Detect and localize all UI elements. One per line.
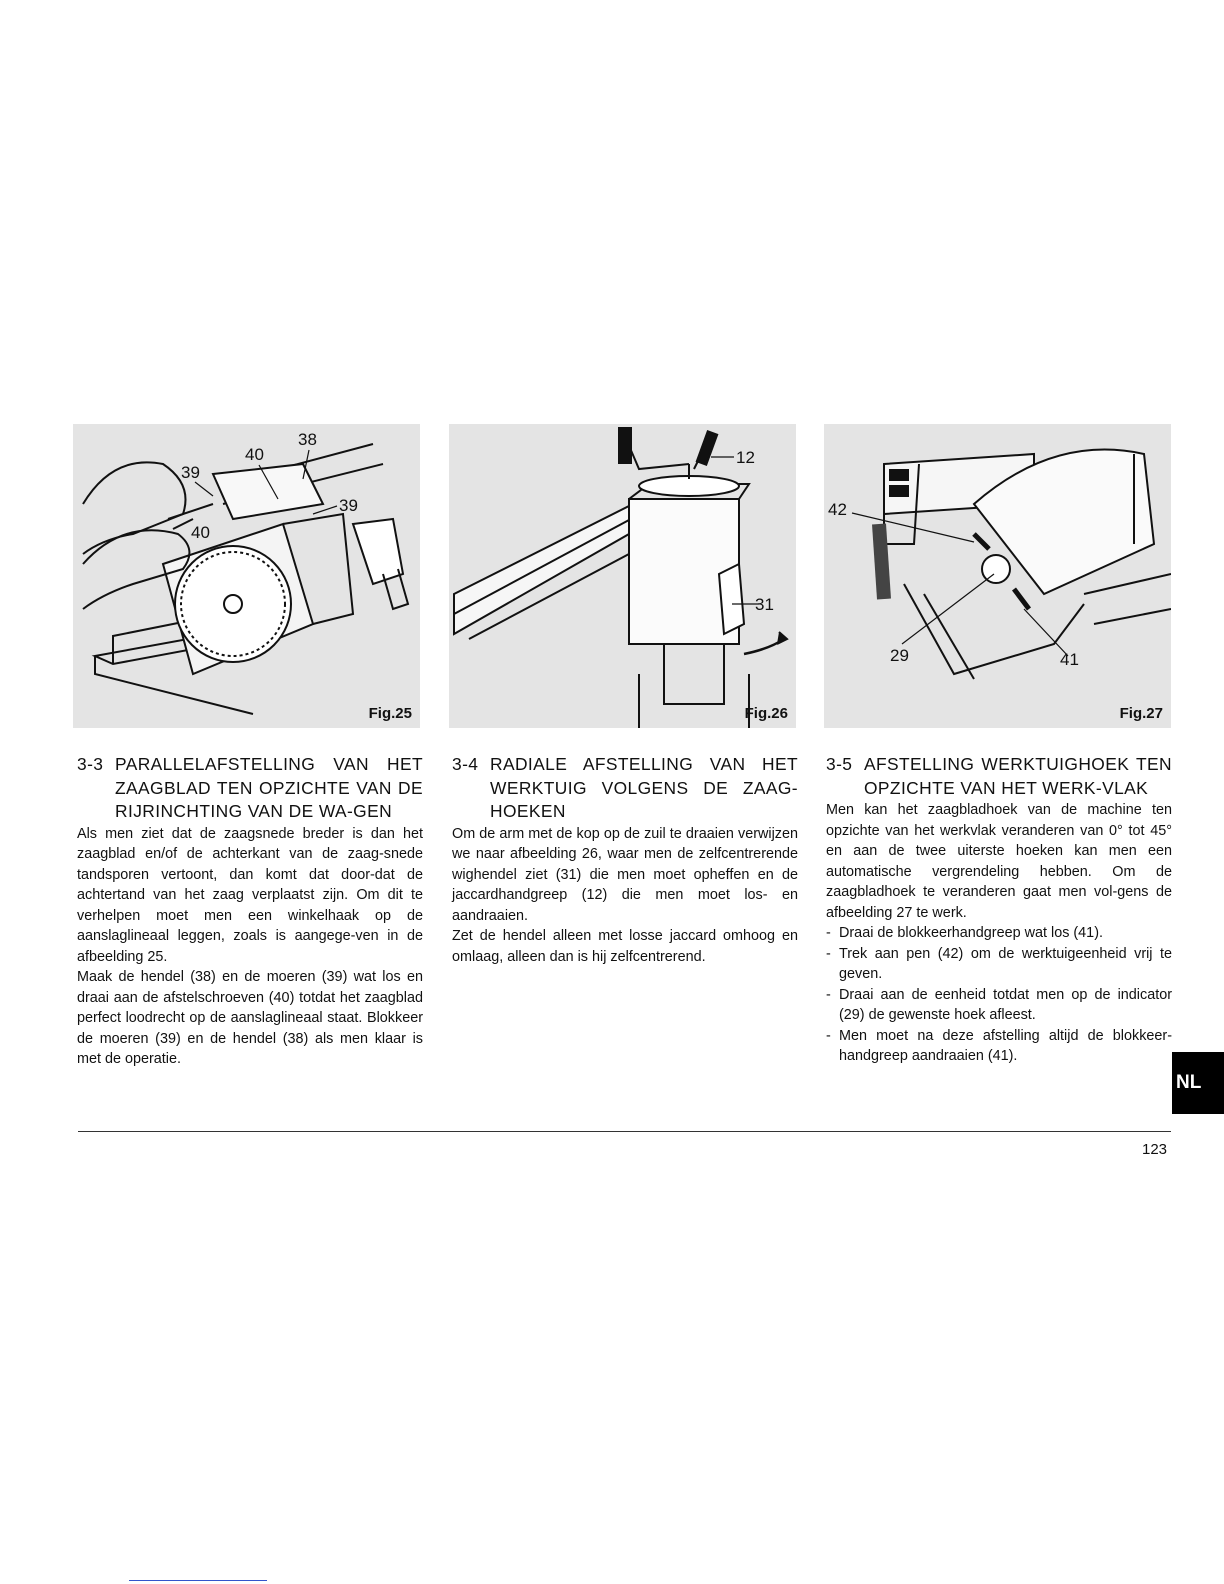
callout-41: 41 xyxy=(1060,650,1079,669)
section-title: RADIALE AFSTELLING VAN HET WERKTUIG VOLGENS DE ZAAG-HOEKEN xyxy=(490,754,798,821)
figure-26-caption: Fig.26 xyxy=(744,705,788,722)
list-item: - Trek aan pen (42) om de werktuigeenheid vrij te geven. xyxy=(826,945,1172,982)
language-tab: NL xyxy=(1172,1052,1224,1114)
callout-39-right: 39 xyxy=(339,496,358,515)
callout-31: 31 xyxy=(755,595,774,614)
section-title: AFSTELLING WERKTUIGHOEK TEN OPZICHTE VAN HET WERK-VLAK xyxy=(864,754,1172,798)
figure-27-illustration xyxy=(824,424,1171,728)
list-item: - Draai aan de eenheid totdat men op de indicator (29) de gewenste hoek afleest. xyxy=(826,986,1172,1023)
section-number: 3-5 xyxy=(826,754,853,774)
section-3-3 xyxy=(77,753,423,1070)
section-title: PARALLELAFSTELLING VAN HET ZAAGBLAD TEN OPZICHTE VAN DE RIJRINCHTING VAN DE WA-GEN xyxy=(115,754,423,821)
list-item: - Men moet na deze afstelling altijd de blokkeer-handgreep aandraaien (41). xyxy=(826,1027,1172,1064)
section-3-4 xyxy=(452,753,798,967)
list-item: - Draai de blokkeerhandgreep wat los (41). xyxy=(826,925,1103,941)
section-heading xyxy=(452,753,798,824)
section-heading xyxy=(826,753,1172,800)
section-heading xyxy=(77,753,423,824)
section-paragraph: Men kan het zaagbladhoek van de machine ten opzichte van het werkvlak veranderen van 0° tot 45° en aan de twee uiterste hoeken kan men een automatische vergrendeling hebben. Om de zaagbladhoek te veranderen gaat men vol-gens de afbeelding 27 te werk. xyxy=(826,802,1172,921)
section-paragraph: Zet de hendel alleen met losse jaccard omhoog en omlaag, alleen dan is hij zelfcentrerend. xyxy=(452,928,798,965)
callout-40-bottom: 40 xyxy=(191,523,210,542)
section-3-5 xyxy=(826,753,1172,1067)
footer-rule xyxy=(78,1131,1171,1132)
callout-29: 29 xyxy=(890,646,909,665)
callout-42: 42 xyxy=(828,500,847,519)
section-number: 3-3 xyxy=(77,754,104,774)
bottom-link-underline xyxy=(129,1580,267,1581)
figure-27-caption: Fig.27 xyxy=(1119,705,1163,722)
section-paragraph: Om de arm met de kop op de zuil te draaien verwijzen we naar afbeelding 26, waar men de zelfcentrerende wighendel ziet (31) die men moet opheffen en de jaccardhandgreep (12) die men moet los- en aandraaien. xyxy=(452,825,798,924)
figure-25-illustration xyxy=(73,424,420,728)
callout-12: 12 xyxy=(736,448,755,467)
figure-26-illustration xyxy=(449,424,796,728)
instruction-list xyxy=(826,923,1172,1067)
page-number: 123 xyxy=(1142,1141,1168,1158)
callout-38: 38 xyxy=(298,430,317,449)
section-number: 3-4 xyxy=(452,754,479,774)
figure-26 xyxy=(449,424,796,728)
figure-25 xyxy=(73,424,420,728)
section-paragraph: Als men ziet dat de zaagsnede breder is dan het zaagblad en/of de achterkant van de zaag-snede tandsporen vertoont, dan komt dat door-dat de achtertand van het zaag verplaatst zijn. Om dit te verhelpen moet men een winkelhaak op de aanslaglineaal leggen, zoals is aangege-ven in de afbeelding 25. xyxy=(77,825,423,965)
section-paragraph: Maak de hendel (38) en de moeren (39) wat los en draai aan de afstelschroeven (40) totdat het zaagblad perfect loodrecht op de aanslaglineaal staat. Blokkeer de moeren (39) en de hendel (38) als men klaar is met de operatie. xyxy=(77,969,423,1067)
figure-27 xyxy=(824,424,1171,728)
callout-40-top: 40 xyxy=(245,445,264,464)
callout-39-left: 39 xyxy=(181,463,200,482)
figure-25-caption: Fig.25 xyxy=(368,705,412,722)
